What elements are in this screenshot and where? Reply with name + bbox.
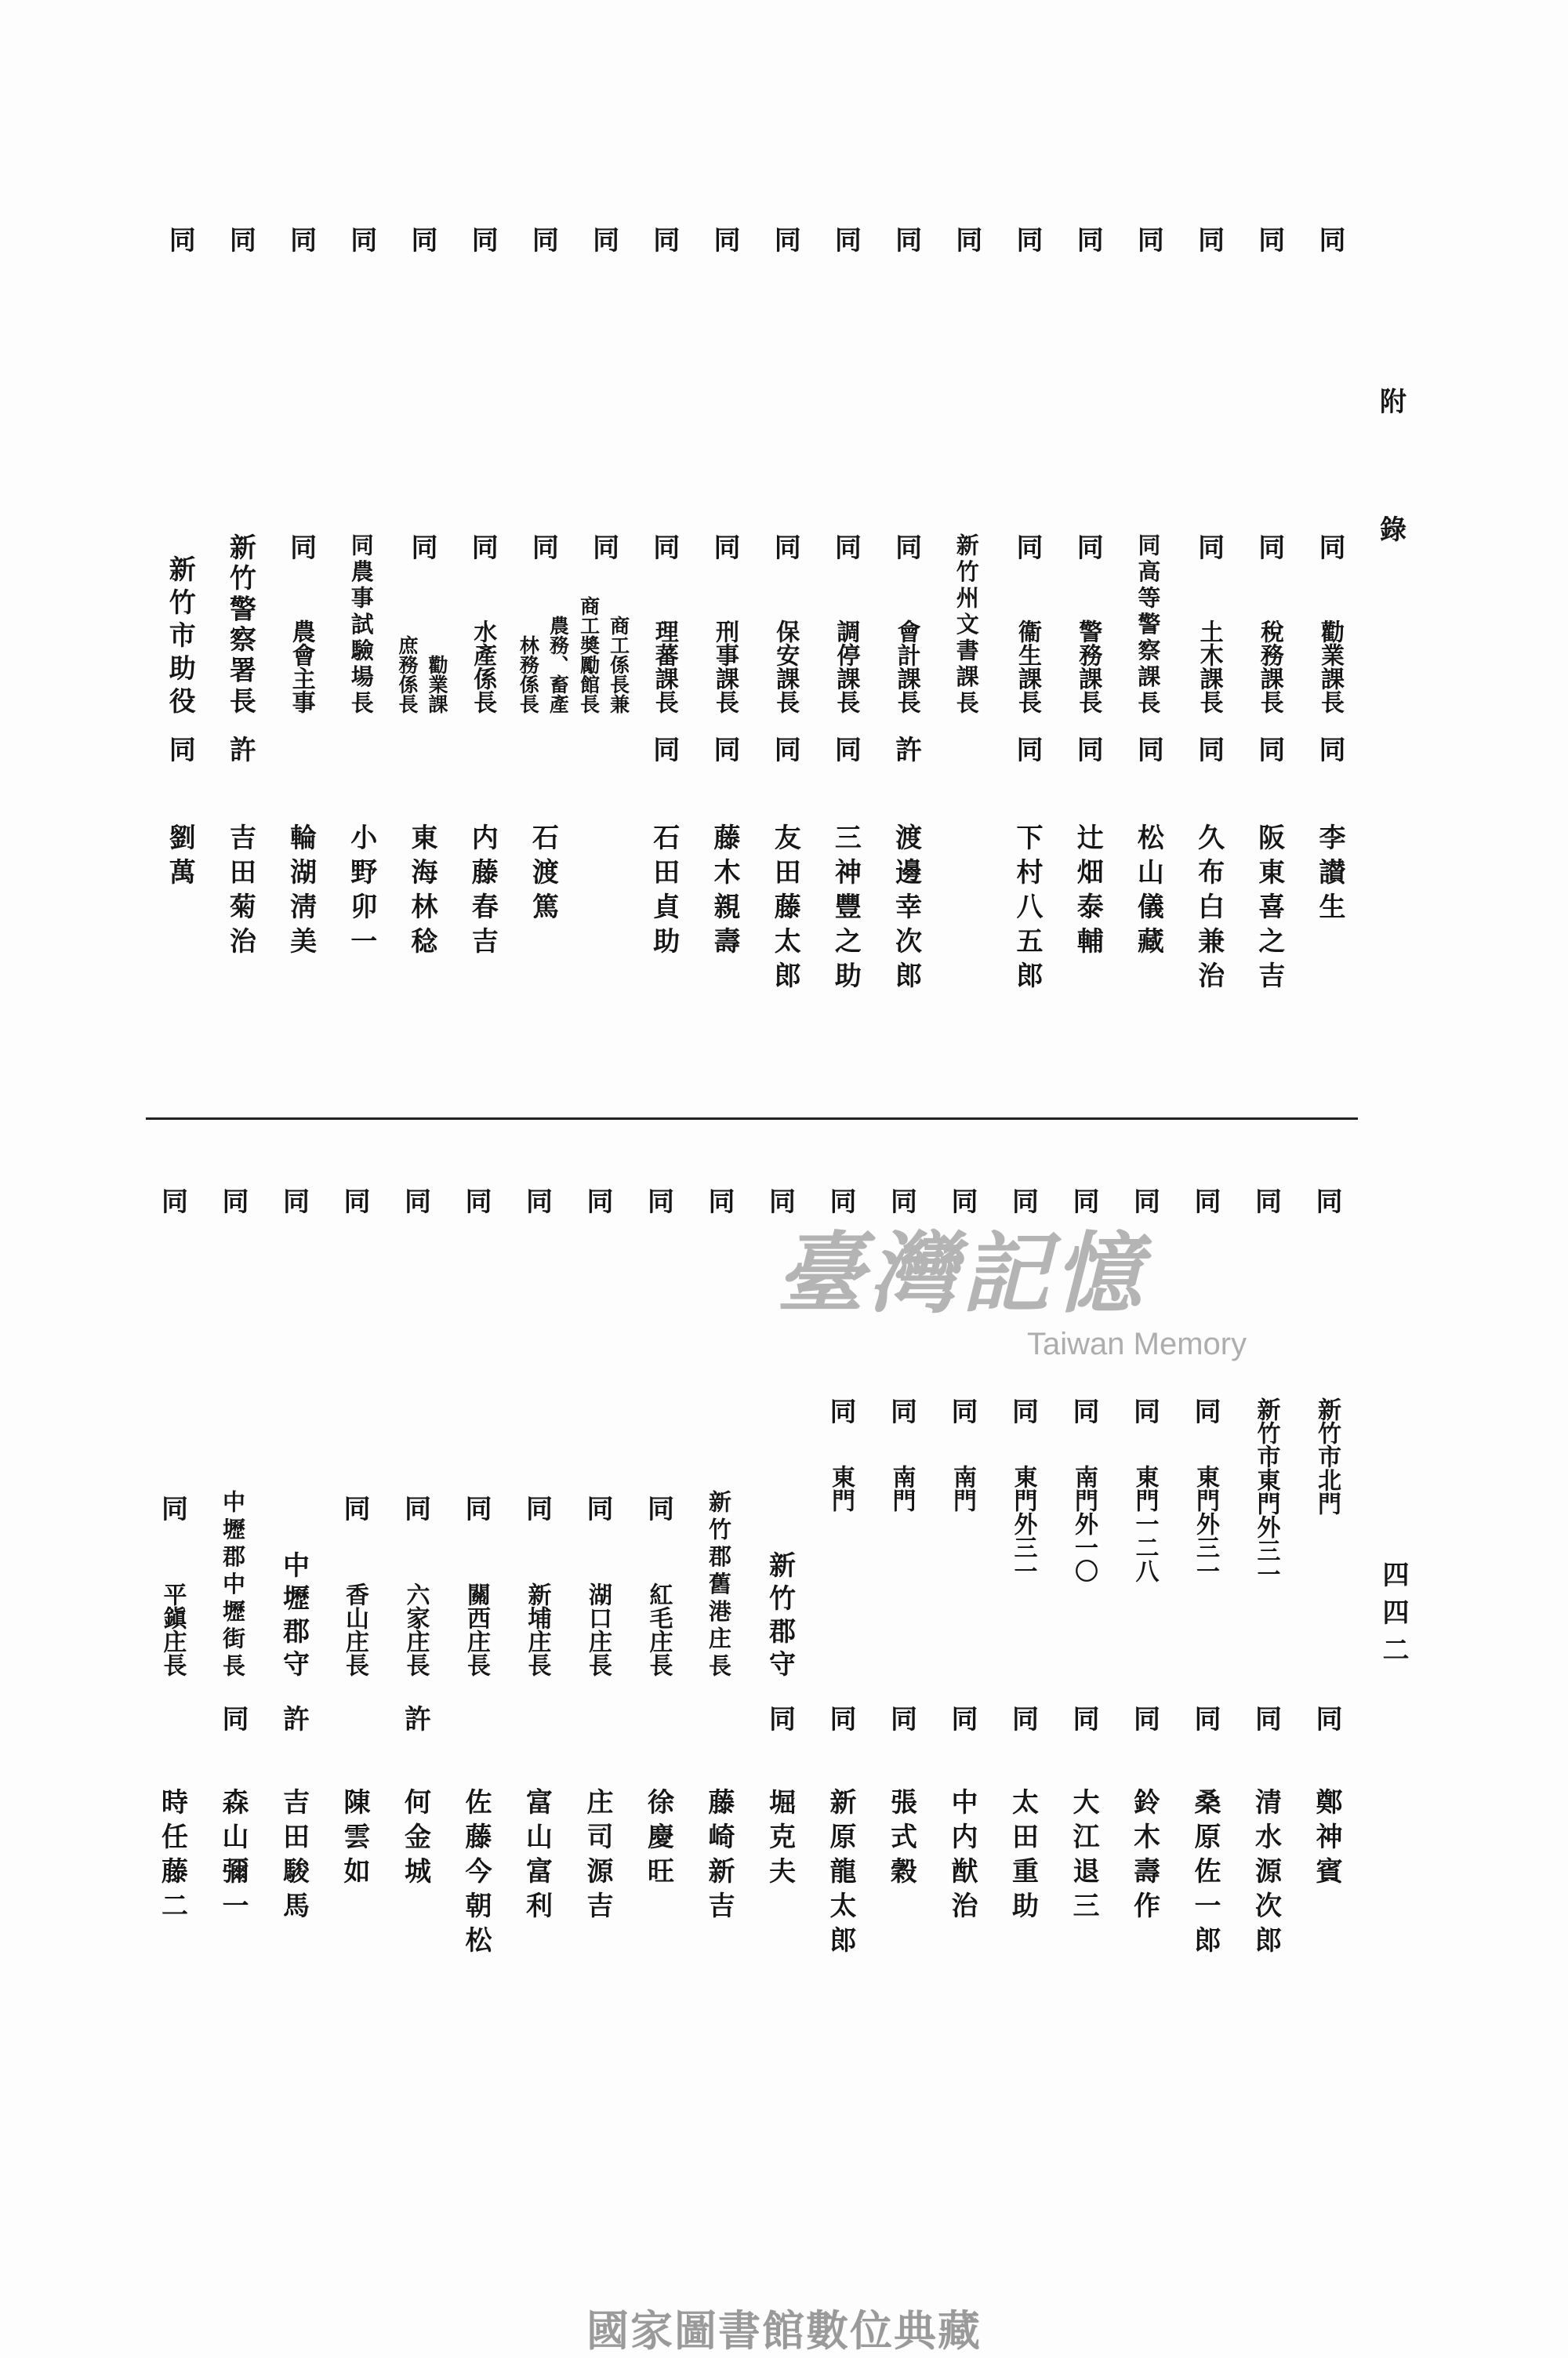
- person-name: 鈴木壽作: [1128, 1788, 1160, 1926]
- address: 新竹市東門外三一: [1252, 1397, 1280, 1586]
- address: 新竹市北門: [1313, 1397, 1341, 1515]
- address: 南門: [949, 1465, 976, 1512]
- job-title: 調停課長: [832, 619, 860, 714]
- ditto-mark: 同: [527, 226, 559, 253]
- rank-mark: 同: [1068, 1705, 1099, 1731]
- ditto-mark: 同: [1072, 226, 1104, 253]
- ditto-mark: 同: [709, 226, 740, 253]
- ditto-mark: 同: [466, 533, 499, 560]
- person-name: 下村八五郎: [1011, 823, 1043, 996]
- rank-mark: 同: [1007, 1705, 1039, 1731]
- ditto-mark: 同: [339, 1495, 370, 1521]
- person-name: 友田藤太郎: [769, 823, 801, 996]
- ditto-mark: 同: [1314, 533, 1345, 560]
- job-title: 新竹郡守: [764, 1551, 796, 1683]
- job-title: 關西庄長: [463, 1582, 490, 1677]
- ditto-mark: 同: [946, 1187, 978, 1214]
- person-name: 藤崎新吉: [703, 1788, 735, 1926]
- ditto-mark: 同: [764, 1187, 796, 1214]
- address: 東門一二八: [1131, 1465, 1159, 1582]
- address: 東門: [827, 1465, 855, 1512]
- ditto-mark: 同: [1189, 1397, 1221, 1424]
- ditto-mark: 同: [946, 1397, 978, 1424]
- ditto-mark: 同: [460, 1495, 492, 1521]
- rank-mark: 同: [825, 1705, 856, 1731]
- rank-mark: 同: [1189, 1705, 1221, 1731]
- person-name: 三神豐之助: [829, 823, 862, 996]
- job-title: 新竹郡舊港庄長: [706, 1490, 732, 1681]
- rank-mark: 同: [1314, 736, 1345, 762]
- ditto-mark: 同: [345, 226, 377, 253]
- person-name: 輪湖淸美: [285, 823, 317, 961]
- person-name: 中内猷治: [946, 1788, 978, 1926]
- rank-mark: 同: [1250, 1705, 1282, 1731]
- ditto-mark: 同: [825, 1397, 856, 1424]
- person-name: 時任藤二: [156, 1788, 188, 1926]
- rank-mark: 同: [829, 736, 862, 762]
- ditto-mark: 同: [1189, 1187, 1221, 1214]
- ditto-mark: 同: [1007, 1397, 1039, 1424]
- job-title: 新埔庄長: [523, 1582, 551, 1677]
- ditto-mark: 同: [1068, 1397, 1099, 1424]
- rank-mark: 許: [278, 1705, 310, 1731]
- job-title-line: 商工奬勵館長: [577, 596, 601, 714]
- person-name: 何金城: [399, 1788, 431, 1891]
- person-name: 桑原佐一郎: [1189, 1788, 1221, 1960]
- person-name: 吉田菊治: [224, 823, 256, 961]
- person-name: 久布白兼治: [1192, 823, 1225, 996]
- ditto-mark: 同: [648, 226, 680, 253]
- rank-mark: 同: [764, 1705, 796, 1731]
- ditto-mark: 同: [1068, 1187, 1099, 1214]
- rank-mark: 同: [1311, 1705, 1342, 1731]
- ditto-mark: 同: [582, 1187, 613, 1214]
- ditto-mark: 同: [339, 1187, 370, 1214]
- person-name: 堀克夫: [764, 1788, 796, 1891]
- ditto-mark: 同: [587, 533, 619, 560]
- address: 東門外三一: [1192, 1465, 1219, 1582]
- person-name: 新原龍太郎: [825, 1788, 856, 1960]
- ditto-mark: 同: [406, 533, 437, 560]
- person-name: 徐慶旺: [642, 1788, 674, 1891]
- section-label-first: 附: [1380, 387, 1406, 418]
- address: 南門: [887, 1465, 916, 1512]
- ditto-mark: 同: [582, 1495, 613, 1521]
- ditto-mark: 同: [1314, 226, 1345, 253]
- job-title: 新竹市助役: [164, 555, 196, 720]
- ditto-mark: 同: [521, 1495, 553, 1521]
- job-title-line: 林務係長: [517, 635, 540, 714]
- rank-mark: 同: [648, 736, 680, 762]
- ditto-mark: 同: [587, 226, 619, 253]
- person-name: 東海林稔: [406, 823, 437, 961]
- job-title-line: 商工係長兼: [607, 616, 630, 714]
- ditto-mark: 同: [527, 533, 559, 560]
- ditto-mark: 同: [890, 533, 922, 560]
- ditto-mark: 同: [1128, 1397, 1160, 1424]
- watermark-subtitle: Taiwan Memory: [1027, 1327, 1247, 1361]
- ditto-mark: 同: [521, 1187, 553, 1214]
- person-name: 劉萬: [164, 823, 196, 892]
- job-title: 保安課長: [771, 619, 800, 714]
- watermark-logo: 臺灣記憶: [776, 1223, 1146, 1325]
- ditto-mark: 同: [642, 1495, 674, 1521]
- job-title: 同農事試驗場長: [347, 533, 375, 718]
- rank-mark: 同: [769, 736, 801, 762]
- job-title: 衞生課長: [1014, 619, 1041, 714]
- footer-archive-credit: 國家圖書館數位典藏: [586, 2306, 982, 2356]
- rank-mark: 同: [1253, 736, 1285, 762]
- person-name: 李讃生: [1314, 823, 1345, 927]
- person-name: 佐藤今朝松: [460, 1788, 492, 1960]
- ditto-mark: 同: [825, 1187, 856, 1214]
- ditto-mark: 同: [156, 1187, 188, 1214]
- ditto-mark: 同: [769, 533, 801, 560]
- ditto-mark: 同: [829, 533, 862, 560]
- ditto-mark: 同: [278, 1187, 310, 1214]
- rank-mark: 同: [1132, 736, 1164, 762]
- page-number: 四四二: [1377, 1560, 1409, 1673]
- person-name: 石渡篤: [527, 823, 559, 927]
- job-title-line: 農務、畜產: [546, 616, 570, 714]
- ditto-mark: 同: [164, 226, 196, 253]
- job-title: 紅毛庄長: [644, 1582, 673, 1677]
- ditto-mark: 同: [406, 226, 437, 253]
- job-title: 湖口庄長: [584, 1582, 612, 1677]
- job-title: 理蕃課長: [650, 619, 678, 714]
- person-name: 吉田駿馬: [278, 1788, 310, 1926]
- ditto-mark: 同: [709, 533, 740, 560]
- ditto-mark: 同: [648, 533, 680, 560]
- ditto-mark: 同: [703, 1187, 735, 1214]
- ditto-mark: 同: [1192, 533, 1225, 560]
- ditto-mark: 同: [1250, 1187, 1282, 1214]
- ditto-mark: 同: [1007, 1187, 1039, 1214]
- ditto-mark: 同: [1072, 533, 1104, 560]
- rank-mark: 許: [890, 736, 922, 762]
- ditto-mark: 同: [1132, 226, 1164, 253]
- ditto-mark: 同: [285, 226, 317, 253]
- job-title: 新竹警察署長: [224, 533, 256, 718]
- job-title: 平鎭庄長: [158, 1582, 187, 1677]
- ditto-mark: 同: [1253, 533, 1285, 560]
- person-name: 張式穀: [885, 1788, 917, 1891]
- job-title: 土木課長: [1195, 619, 1223, 714]
- job-title: 勸業課長: [1316, 619, 1344, 714]
- job-title: 香山庄長: [341, 1582, 368, 1677]
- person-name: 森山彌一: [217, 1788, 249, 1926]
- ditto-mark: 同: [1128, 1187, 1160, 1214]
- person-name: 大江退三: [1068, 1788, 1099, 1926]
- job-title: 六家庄長: [401, 1582, 430, 1677]
- section-label-second: 錄: [1380, 514, 1406, 546]
- rank-mark: 許: [224, 736, 256, 762]
- ditto-mark: 同: [769, 226, 801, 253]
- job-title-line: 庶務係長: [396, 635, 419, 714]
- person-name: 小野卯一: [345, 823, 377, 961]
- job-title: 警務課長: [1074, 619, 1102, 714]
- rank-mark: 許: [399, 1705, 431, 1731]
- section-divider: [146, 1117, 1358, 1120]
- job-title: 稅務課長: [1255, 619, 1283, 714]
- person-name: 鄭神賓: [1311, 1788, 1342, 1891]
- ditto-mark: 同: [950, 226, 982, 253]
- job-title: 同高等警察課長: [1134, 533, 1162, 718]
- ditto-mark: 同: [285, 533, 317, 560]
- ditto-mark: 同: [890, 226, 922, 253]
- ditto-mark: 同: [1011, 533, 1043, 560]
- person-name: 藤木親壽: [709, 823, 740, 961]
- job-title: 刑事課長: [711, 619, 739, 714]
- person-name: 松山儀藏: [1132, 823, 1164, 961]
- person-name: 渡邊幸次郎: [890, 823, 922, 996]
- address: 東門外三一: [1009, 1465, 1037, 1582]
- job-title: 農會主事: [287, 619, 315, 714]
- rank-mark: 同: [709, 736, 740, 762]
- person-name: 太田重助: [1007, 1788, 1039, 1926]
- person-name: 庄司源吉: [582, 1788, 613, 1926]
- ditto-mark: 同: [1192, 226, 1225, 253]
- person-name: 阪東喜之吉: [1253, 823, 1285, 996]
- ditto-mark: 同: [217, 1187, 249, 1214]
- rank-mark: 同: [164, 736, 196, 762]
- rank-mark: 同: [1072, 736, 1104, 762]
- person-name: 内藤春吉: [466, 823, 499, 961]
- ditto-mark: 同: [1311, 1187, 1342, 1214]
- person-name: 陳雲如: [339, 1788, 370, 1891]
- ditto-mark: 同: [156, 1495, 188, 1521]
- ditto-mark: 同: [885, 1187, 917, 1214]
- job-title: 中壢郡中壢街長: [220, 1490, 246, 1681]
- ditto-mark: 同: [466, 226, 499, 253]
- rank-mark: 同: [1128, 1705, 1160, 1731]
- job-title: 水產係長: [469, 619, 497, 714]
- ditto-mark: 同: [399, 1495, 431, 1521]
- rank-mark: 同: [217, 1705, 249, 1731]
- ditto-mark: 同: [399, 1187, 431, 1214]
- person-name: 辻畑泰輔: [1072, 823, 1104, 961]
- address: 南門外一〇: [1070, 1465, 1098, 1582]
- ditto-mark: 同: [1011, 226, 1043, 253]
- rank-mark: 同: [885, 1705, 917, 1731]
- person-name: 富山富利: [521, 1788, 553, 1926]
- person-name: 石田貞助: [648, 823, 680, 961]
- rank-mark: 同: [946, 1705, 978, 1731]
- job-title: 新竹州文書課長: [953, 533, 980, 718]
- ditto-mark: 同: [224, 226, 256, 253]
- rank-mark: 同: [1192, 736, 1225, 762]
- ditto-mark: 同: [829, 226, 862, 253]
- ditto-mark: 同: [642, 1187, 674, 1214]
- job-title: 中壢郡守: [278, 1551, 310, 1683]
- job-title: 會計課長: [892, 619, 920, 714]
- ditto-mark: 同: [460, 1187, 492, 1214]
- person-name: 清水源次郎: [1250, 1788, 1282, 1960]
- ditto-mark: 同: [1253, 226, 1285, 253]
- rank-mark: 同: [1011, 736, 1043, 762]
- job-title-line: 勸業課: [426, 655, 448, 714]
- ditto-mark: 同: [885, 1397, 917, 1424]
